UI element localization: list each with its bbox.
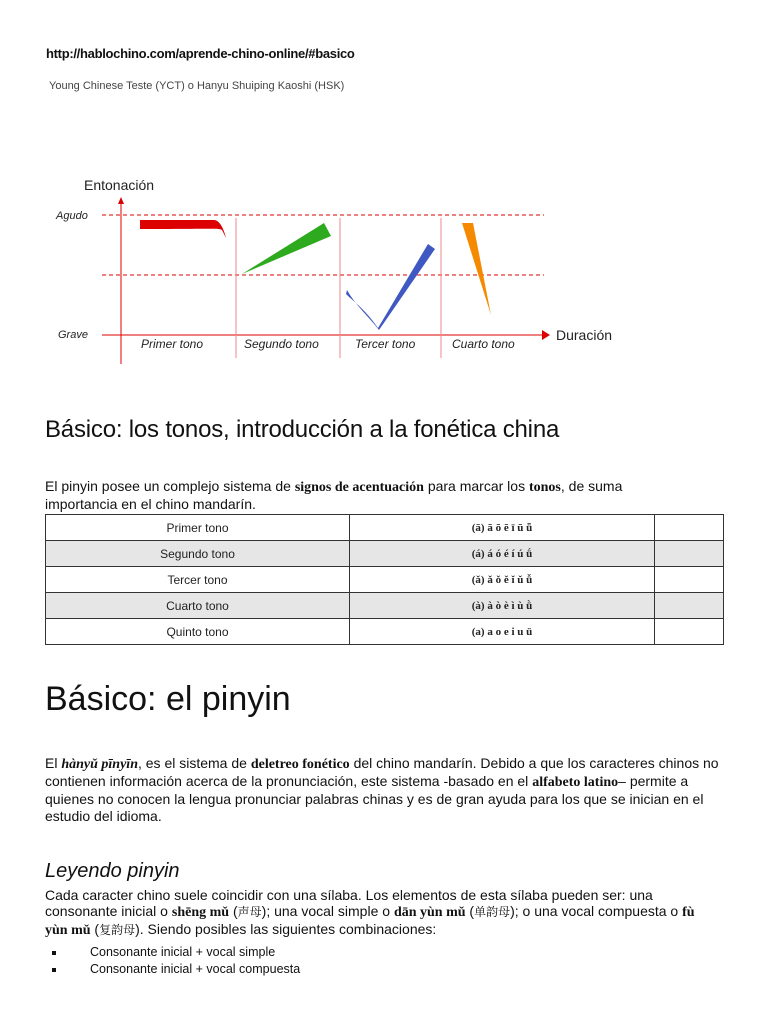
tone-contour-3	[346, 244, 435, 330]
extra-cell	[655, 593, 724, 619]
level-high-label: Agudo	[56, 210, 88, 222]
latin-alphabet-term: alfabeto latino	[532, 775, 619, 790]
accent-signs-term: signos de acentuación	[294, 480, 424, 495]
tone-contour-1	[140, 220, 226, 238]
extra-cell	[655, 567, 724, 593]
table-row	[46, 541, 724, 567]
combinations-list	[45, 944, 300, 978]
list-item: Consonante inicial + vocal compuesta	[45, 961, 300, 978]
fu-yun-mu-chars: 复韵母	[99, 923, 136, 937]
tone-marks-cell: (ā) ā ō ē ī ū ǖ	[350, 515, 655, 541]
tone-contour-2	[242, 223, 331, 274]
pinyin-paragraph: El hànyǔ pīnyīn, es el sistema de deletreo fonético del chino mandarín. Debido a que los caracteres chinos no contienen información acerca de la pronunciación, este sistema -basado en el alfabeto latino– permite a quienes no conocen la lengua pronunciar palabras chinas y es de gran ayuda para los que se inician en el estudio del idioma.	[45, 755, 719, 824]
y-axis-arrow	[118, 197, 124, 204]
tone-label-2: Segundo tono	[244, 337, 319, 351]
tones-intro: El pinyin posee un complejo sistema de signos de acentuación para marcar los tonos, de suma importancia en el chino mandarín.	[45, 478, 623, 512]
reading-pinyin-heading: Leyendo pinyin	[45, 860, 180, 882]
tone-label-4: Cuarto tono	[452, 337, 515, 351]
dan-yun-mu-term: dān yùn mǔ	[393, 905, 466, 920]
tone-marks-cell: (ǎ) ǎ ǒ ě ǐ ǔ ǚ	[350, 567, 655, 593]
phonetic-spelling-term: deletreo fonético	[250, 757, 350, 772]
tone-name-cell: Quinto tono	[46, 619, 350, 645]
pinyin-heading: Básico: el pinyin	[45, 680, 291, 718]
tone-marks-cell: (à) à ò è ì ù ǜ	[350, 593, 655, 619]
extra-cell	[655, 619, 724, 645]
level-low-label: Grave	[58, 329, 88, 341]
tone-marks-cell: (á) á ó é í ú ǘ	[350, 541, 655, 567]
tone-marks-cell: (a) a o e i u ü	[350, 619, 655, 645]
x-axis-label: Duración	[556, 327, 613, 343]
sheng-mu-term: shēng mǔ	[171, 905, 230, 920]
hanyu-pinyin-term: hànyǔ pīnyīn	[61, 757, 138, 772]
y-axis-label: Entonación	[84, 177, 155, 193]
sheng-mu-chars: 声母	[237, 905, 262, 919]
tone-name-cell: Primer tono	[46, 515, 350, 541]
list-item: Consonante inicial + vocal simple	[45, 944, 300, 961]
source-url[interactable]: http://hablochino.com/aprende-chino-online/#basico	[46, 46, 355, 61]
reading-paragraph: Cada caracter chino suele coincidir con una sílaba. Los elementos de esta sílaba pueden ser: una consonante inicial o shēng mǔ (声母); una vocal simple o dān yùn mǔ (单韵母); o una vocal compuesta o fù yùn mǔ (复韵母). Siendo posibles las siguientes combinaciones:	[45, 887, 695, 938]
tones-heading: Básico: los tonos, introducción a la fonética china	[45, 416, 560, 443]
table-row	[46, 567, 724, 593]
exam-subtitle: Young Chinese Teste (YCT) o Hanyu Shuiping Kaoshi (HSK)	[49, 80, 345, 92]
tone-label-1: Primer tono	[141, 337, 204, 351]
tone-name-cell: Segundo tono	[46, 541, 350, 567]
tone-name-cell: Cuarto tono	[46, 593, 350, 619]
tone-marks-table	[45, 514, 724, 645]
tones-term: tonos	[528, 480, 561, 495]
extra-cell	[655, 541, 724, 567]
tone-contour-4	[462, 223, 491, 315]
table-row	[46, 593, 724, 619]
tone-diagram	[44, 168, 644, 368]
x-axis-arrow	[542, 330, 550, 340]
table-row	[46, 515, 724, 541]
tone-label-3: Tercer tono	[355, 337, 416, 351]
table-row	[46, 619, 724, 645]
tone-name-cell: Tercer tono	[46, 567, 350, 593]
dan-yun-mu-chars: 单韵母	[474, 905, 511, 919]
extra-cell	[655, 515, 724, 541]
fu-yun-mu-term: fù yùn mǔ	[45, 905, 695, 938]
